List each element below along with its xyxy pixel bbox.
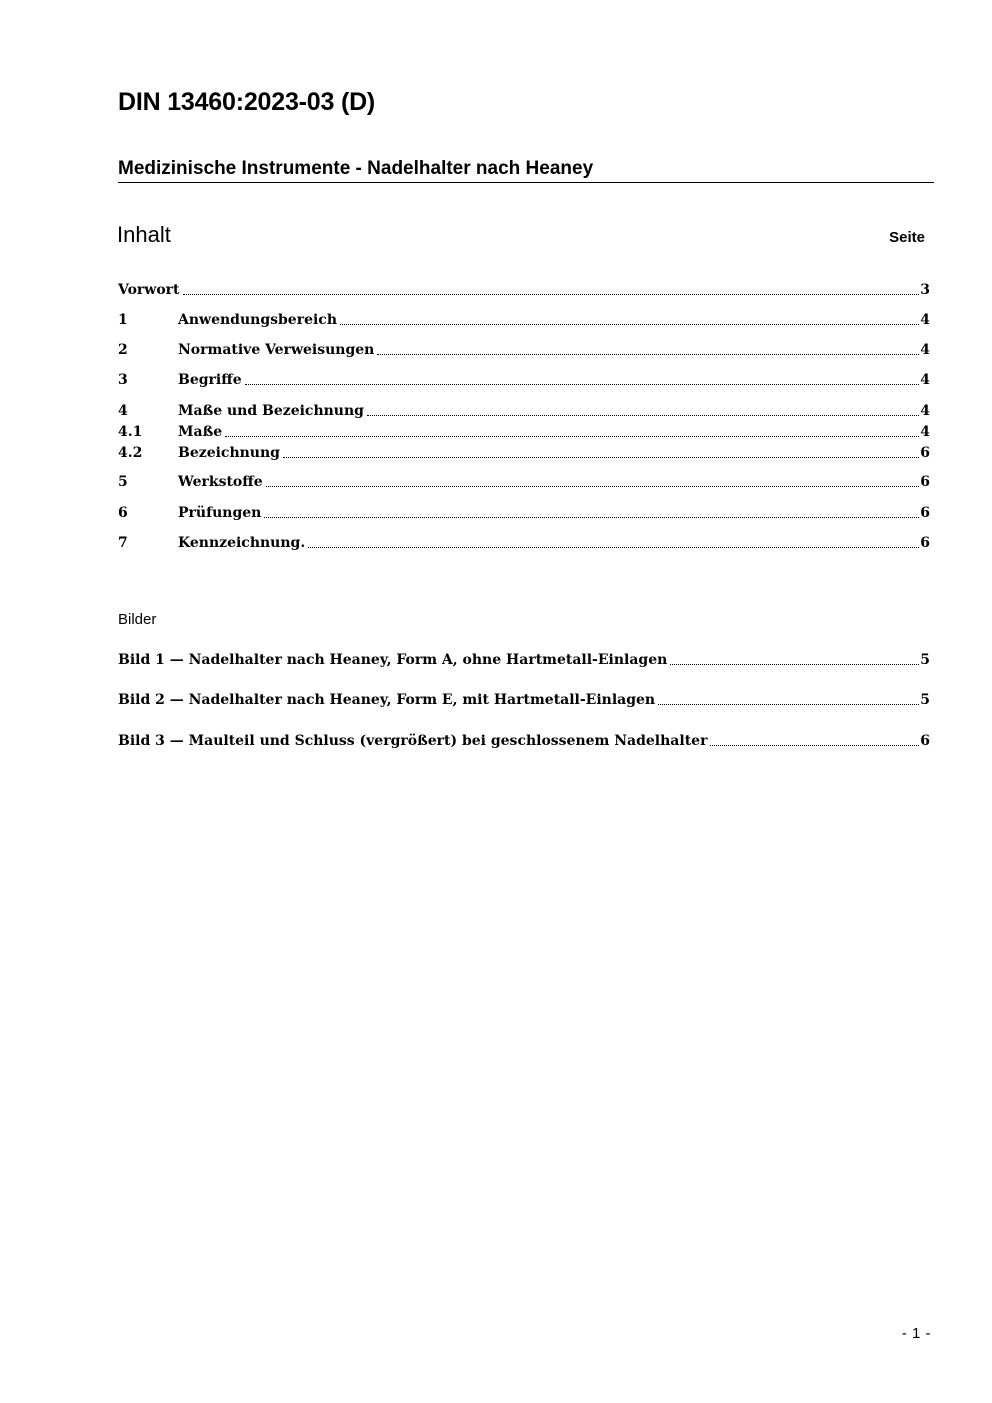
toc-leader-dots bbox=[308, 546, 919, 548]
toc-entry-page: 6 bbox=[920, 535, 930, 551]
toc-leader-dots bbox=[367, 414, 919, 416]
toc-entry-text: Begriffe bbox=[178, 372, 242, 388]
toc-entry-page: 3 bbox=[920, 282, 930, 298]
toc-entry-text: Werkstoffe bbox=[178, 474, 263, 490]
toc-entry-text: Normative Verweisungen bbox=[178, 342, 375, 358]
toc-entry-number: 4 bbox=[118, 403, 128, 419]
toc-leader-dots bbox=[710, 744, 919, 746]
toc-entry-6[interactable] bbox=[118, 504, 930, 522]
figure-entry-page: 5 bbox=[920, 692, 930, 708]
toc-page-label: Seite bbox=[889, 229, 925, 246]
figure-entry-text: Bild 1 — Nadelhalter nach Heaney, Form A, ohne Hartmetall-Einlagen bbox=[118, 652, 668, 668]
toc-leader-dots bbox=[245, 383, 920, 385]
toc-entry-number: 4.2 bbox=[118, 445, 143, 461]
toc-entry-text: Maße und Bezeichnung bbox=[178, 403, 364, 419]
toc-entry-page: 4 bbox=[920, 342, 930, 358]
figures-heading: Bilder bbox=[118, 611, 157, 628]
toc-leader-dots bbox=[225, 435, 919, 437]
toc-heading: Inhalt bbox=[117, 222, 171, 247]
figure-entry-text: Bild 3 — Maulteil und Schluss (vergrößert) bei geschlossenem Nadelhalter bbox=[118, 733, 708, 749]
toc-entry-4[interactable] bbox=[118, 402, 930, 420]
toc-entry-number: 3 bbox=[118, 372, 128, 388]
toc-entry-text: Kennzeichnung. bbox=[178, 535, 306, 551]
toc-entry-4-2[interactable] bbox=[118, 444, 930, 462]
toc-leader-dots bbox=[340, 323, 919, 325]
toc-entry-number: 4.1 bbox=[118, 424, 143, 440]
toc-entry-2[interactable] bbox=[118, 341, 930, 359]
toc-entry-number: 1 bbox=[118, 312, 128, 328]
toc-entry-page: 6 bbox=[920, 474, 930, 490]
toc-entry-1[interactable] bbox=[118, 311, 930, 329]
toc-entry-text: Anwendungsbereich bbox=[178, 312, 337, 328]
toc-leader-dots bbox=[183, 293, 920, 295]
toc-entry-4-1[interactable] bbox=[118, 423, 930, 441]
toc-entry-page: 6 bbox=[920, 505, 930, 521]
figure-entry-2[interactable] bbox=[118, 691, 930, 709]
document-subtitle: Medizinische Instrumente - Nadelhalter nach Heaney bbox=[118, 157, 934, 183]
toc-entry-page: 6 bbox=[920, 445, 930, 461]
page-number: - 1 - bbox=[901, 1325, 931, 1342]
toc-entry-7[interactable] bbox=[118, 534, 930, 552]
toc-entry-page: 4 bbox=[920, 403, 930, 419]
toc-leader-dots bbox=[264, 516, 919, 518]
toc-entry-number: 7 bbox=[118, 535, 128, 551]
toc-entry-page: 4 bbox=[920, 312, 930, 328]
toc-entry-text: Maße bbox=[178, 424, 223, 440]
figure-entry-text: Bild 2 — Nadelhalter nach Heaney, Form E, mit Hartmetall-Einlagen bbox=[118, 692, 656, 708]
figure-entry-page: 5 bbox=[920, 652, 930, 668]
toc-entry-number: 2 bbox=[118, 342, 128, 358]
toc-entry-text: Vorwort bbox=[118, 282, 180, 298]
toc-leader-dots bbox=[377, 353, 919, 355]
toc-entry-page: 4 bbox=[920, 424, 930, 440]
toc-entry-vorwort[interactable] bbox=[118, 281, 930, 299]
toc-leader-dots bbox=[266, 485, 920, 487]
figure-entry-1[interactable] bbox=[118, 651, 930, 669]
toc-leader-dots bbox=[283, 456, 919, 458]
figure-entry-page: 6 bbox=[920, 733, 930, 749]
toc-entry-text: Bezeichnung bbox=[178, 445, 280, 461]
toc-entry-page: 4 bbox=[920, 372, 930, 388]
document-title: DIN 13460:2023-03 (D) bbox=[118, 88, 376, 116]
toc-entry-number: 5 bbox=[118, 474, 128, 490]
toc-leader-dots bbox=[670, 663, 919, 665]
toc-leader-dots bbox=[658, 703, 919, 705]
toc-entry-text: Prüfungen bbox=[178, 505, 262, 521]
toc-entry-3[interactable] bbox=[118, 371, 930, 389]
figure-entry-3[interactable] bbox=[118, 732, 930, 750]
toc-entry-5[interactable] bbox=[118, 473, 930, 491]
toc-entry-number: 6 bbox=[118, 505, 128, 521]
